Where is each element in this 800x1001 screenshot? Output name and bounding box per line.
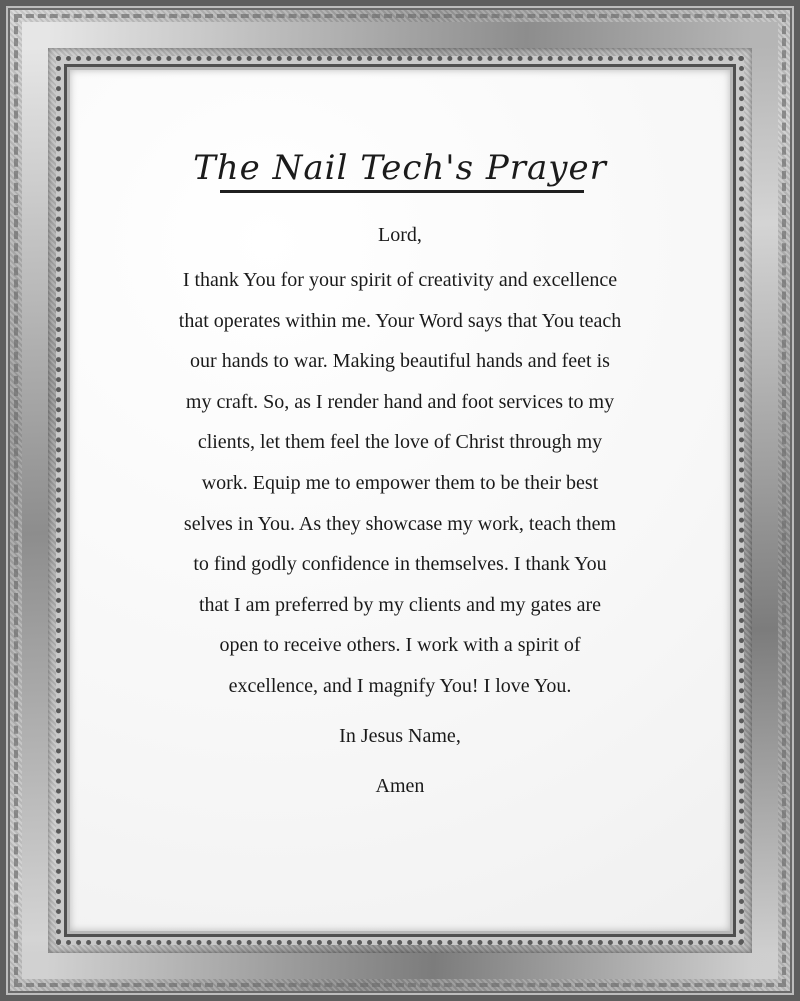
prayer-line: to find godly confidence in themselves. I thank You [193, 553, 607, 576]
prayer-line: excellence, and I magnify You! I love You. [228, 674, 572, 697]
prayer-line: that operates within me. Your Word says that You teach [178, 309, 622, 332]
title-underline [220, 190, 584, 193]
prayer-line: my craft. So, as I render hand and foot services to my [185, 390, 615, 413]
prayer-line: our hands to war. Making beautiful hands and feet is [190, 350, 610, 373]
amen: Amen [375, 774, 425, 797]
prayer-paragraph [110, 260, 690, 707]
salutation: Lord, [378, 224, 422, 246]
prayer-line: selves in You. As they showcase my work, teach them [183, 512, 617, 535]
prayer-paper [70, 70, 730, 931]
prayer-line: work. Equip me to empower them to be their best [201, 471, 599, 494]
prayer-title: The Nail Tech's Prayer [193, 148, 607, 188]
prayer-line: clients, let them feel the love of Christ through my [197, 431, 603, 454]
prayer-line: I thank You for your spirit of creativity and excellence [182, 269, 618, 291]
prayer-line: open to receive others. I work with a spirit of [219, 634, 581, 657]
prayer-line: that I am preferred by my clients and my gates are [198, 593, 602, 616]
prayer-body [110, 210, 690, 811]
closing-line: In Jesus Name, [339, 724, 461, 747]
